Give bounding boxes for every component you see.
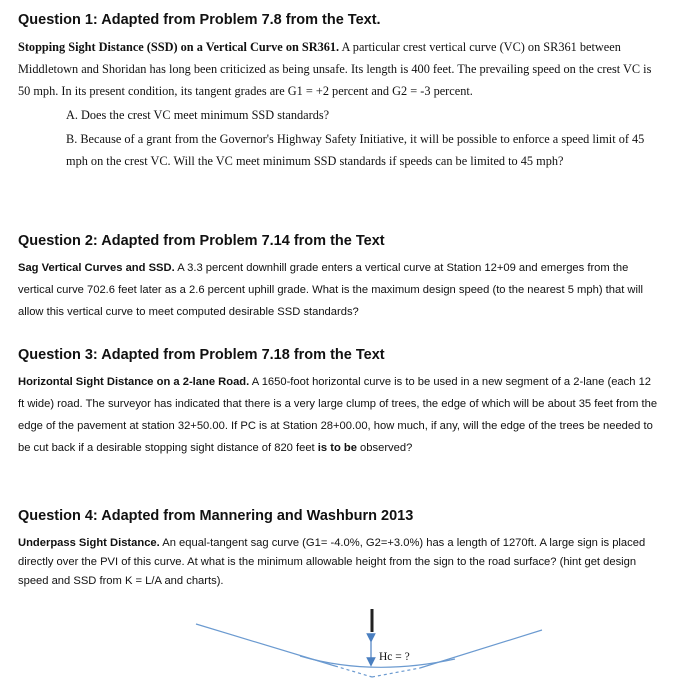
- clearance-label: Hc = ?: [379, 651, 410, 663]
- question-2-body: A 3.3 percent downhill grade enters a vertical curve at Station 12+09 and emerges from the vertical curve 702.6 feet later as a 2.6 percent uphill grade. What is the maximum design speed (to the nearest 5 mph) that will allow this vertical curve to meet computed desirable SSD standards?: [18, 262, 643, 318]
- question-1-title: Adapted from Problem 7.8 from the Text.: [97, 12, 381, 28]
- question-4-title: Adapted from Mannering and Washburn 2013: [97, 508, 414, 524]
- sag-curve-line: [300, 656, 455, 667]
- question-1-part-a: A. Does the crest VC meet minimum SSD standards?: [66, 108, 330, 122]
- question-4-label: Question 4:: [18, 508, 98, 524]
- question-2-label: Question 2:: [18, 233, 98, 249]
- question-1-label: Question 1:: [18, 12, 98, 28]
- question-1-lead: Stopping Sight Distance (SSD) on a Vertical Curve on SR361.: [18, 40, 340, 54]
- question-1-part-b: B. Because of a grant from the Governor's Highway Safety Initiative, it will be possible to enforce a speed limit of 45 mph on the crest VC. Will the VC meet minimum SSD standards if speeds can be limited to 45 mph?: [66, 132, 645, 168]
- question-3-lead: Horizontal Sight Distance on a 2-lane Road.: [18, 376, 250, 388]
- question-4-lead: Underpass Sight Distance.: [18, 537, 160, 549]
- question-3-title: Adapted from Problem 7.18 from the Text: [97, 347, 385, 363]
- question-2-lead: Sag Vertical Curves and SSD.: [18, 262, 175, 274]
- question-2-title: Adapted from Problem 7.14 from the Text: [97, 233, 385, 249]
- question-3-label: Question 3:: [18, 347, 98, 363]
- question-3-tail-bold: is to be: [317, 442, 357, 454]
- question-1-body: A particular crest vertical curve (VC) on SR361 between Middletown and Shoridan has long been criticized as being unsafe. Its length is 400 feet. The prevailing speed on the crest VC is 50 mph. In its present condition, its tangent grades are G1 = +2 percent and G2 = -3 percent.: [18, 40, 652, 98]
- question-3-body: A 1650-foot horizontal curve is to be used in a new segment of a 2-lane (each 12 ft wide) road. The surveyor has indicated that there is a very large clump of trees, the edge of which will be about 35 feet from the edge of the pavement at station 32+50.00. If PC is at Station 28+00.00, how much, if any, will the edge of the trees be needed to be cut back if a desirable stopping sight distance of 820 feet: [18, 376, 658, 454]
- outgoing-tangent-extension: [372, 668, 420, 677]
- question-4-body: An equal-tangent sag curve (G1= -4.0%, G2=+3.0%) has a length of 1270ft. A large sign is placed directly over the PVI of this curve. At what is the minimum allowable height from the sign to the road surface? (hint get design speed and SSD from K = L/A and charts).: [18, 537, 646, 587]
- incoming-tangent-extension: [335, 666, 372, 677]
- question-3-tail: observed?: [356, 442, 413, 454]
